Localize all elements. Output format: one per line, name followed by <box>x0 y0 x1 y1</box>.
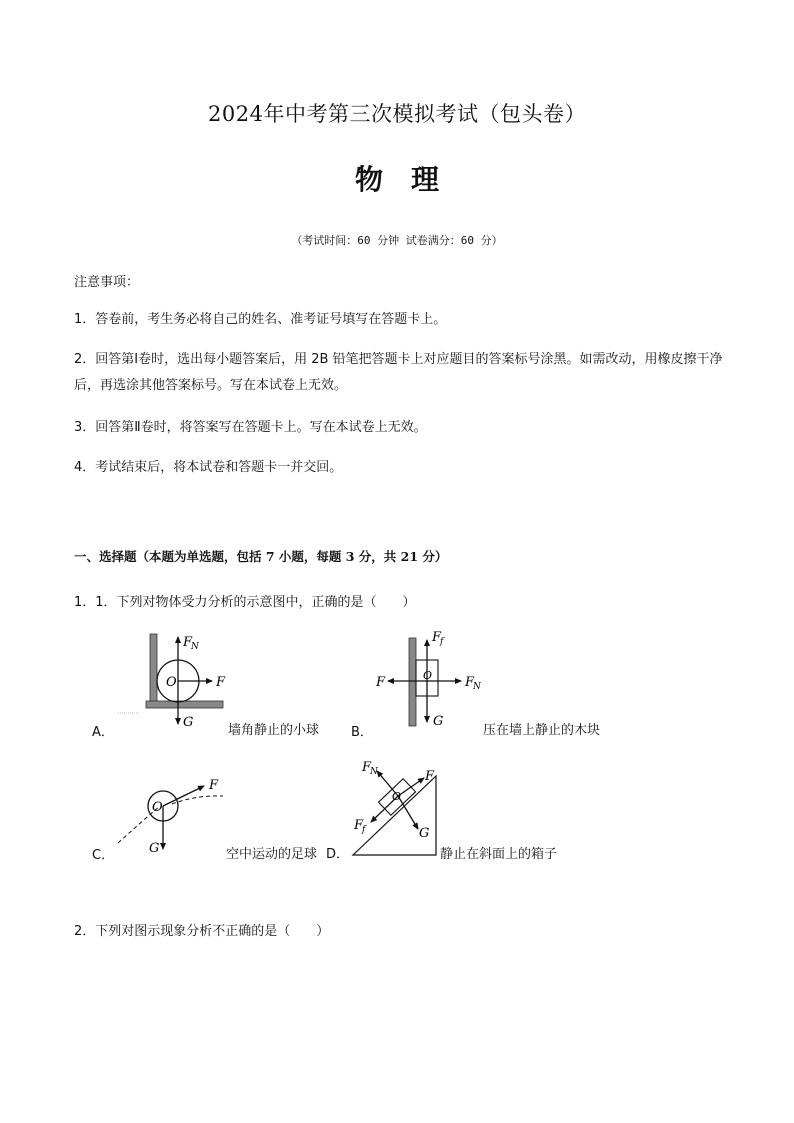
label-g: G <box>433 714 444 729</box>
option-b-caption: 压在墙上静止的木块 <box>483 723 601 738</box>
label-g: G <box>419 826 430 841</box>
label-o: O <box>423 669 433 682</box>
option-d-letter: D． <box>326 847 350 862</box>
label-o: O <box>392 790 402 803</box>
exam-title: 2024年中考第三次模拟考试（包头卷） <box>208 102 586 126</box>
label-g: G <box>149 841 160 856</box>
label-o: O <box>166 675 177 690</box>
option-a-letter: A． <box>92 725 114 740</box>
option-c-letter: C． <box>92 848 115 863</box>
note-item-3: 3．回答第Ⅱ卷时，将答案写在答题卡上。写在本试卷上无效。 <box>74 420 427 435</box>
label-fn: F <box>183 635 193 650</box>
section-heading: 一、选择题（本题为单选题，包括 7 小题，每题 3 分，共 21 分） <box>74 549 448 564</box>
trajectory-after <box>172 796 223 804</box>
label-fn: F <box>465 675 475 690</box>
label-ff-sub: f <box>440 637 444 647</box>
label-f: F <box>376 675 386 690</box>
label-fn-sub: N <box>191 642 199 652</box>
arrow-f <box>398 778 424 796</box>
option-c-caption: 空中运动的足球 <box>226 847 318 862</box>
label-g: G <box>183 715 194 730</box>
figure-a <box>118 634 226 730</box>
arrow-f <box>163 786 204 806</box>
note-item-2: 2．回答第Ⅰ卷时，选出每小题答案后，用 2B 铅笔把答题卡上对应题目的答案标号涂黑。如需改动，用橡皮擦干净后，再选涂其他答案标号。写在本试卷上无效。 <box>74 352 723 393</box>
label-fn-sub: N <box>473 682 481 692</box>
option-a-caption: 墙角静止的小球 <box>228 723 320 738</box>
question-1-stem: 1．1．下列对物体受力分析的示意图中，正确的是（ ） <box>74 595 416 610</box>
label-fn: F <box>362 760 372 775</box>
figure-c <box>118 778 223 856</box>
label-f: F <box>216 675 226 690</box>
figure-b <box>375 630 482 729</box>
wall-left <box>150 634 157 704</box>
question-2-stem: 2．下列对图示现象分析不正确的是（ ） <box>74 924 330 939</box>
label-o: O <box>152 800 163 815</box>
option-d-caption: 静止在斜面上的箱子 <box>440 847 558 862</box>
label-ff: F <box>432 630 442 645</box>
wall-right <box>409 638 416 726</box>
notes-heading: 注意事项： <box>74 275 140 290</box>
subject-title: 物理 <box>354 163 467 196</box>
note-item-1: 1．答卷前，考生务必将自己的姓名、准考证号填写在答题卡上。 <box>74 312 447 327</box>
label-ff-sub: f <box>362 825 366 835</box>
label-f: F <box>425 769 435 784</box>
label-f: F <box>209 778 219 793</box>
option-b-letter: B． <box>351 725 373 740</box>
label-fn-sub: N <box>370 767 378 777</box>
label-ff: F <box>354 818 364 833</box>
exam-time-info: （考试时间：60 分钟 试卷满分：60 分） <box>291 234 503 247</box>
incline <box>353 776 436 855</box>
note-item-4: 4．考试结束后，将本试卷和答题卡一并交回。 <box>74 460 343 475</box>
figure-d <box>353 760 436 855</box>
floor <box>146 701 223 708</box>
